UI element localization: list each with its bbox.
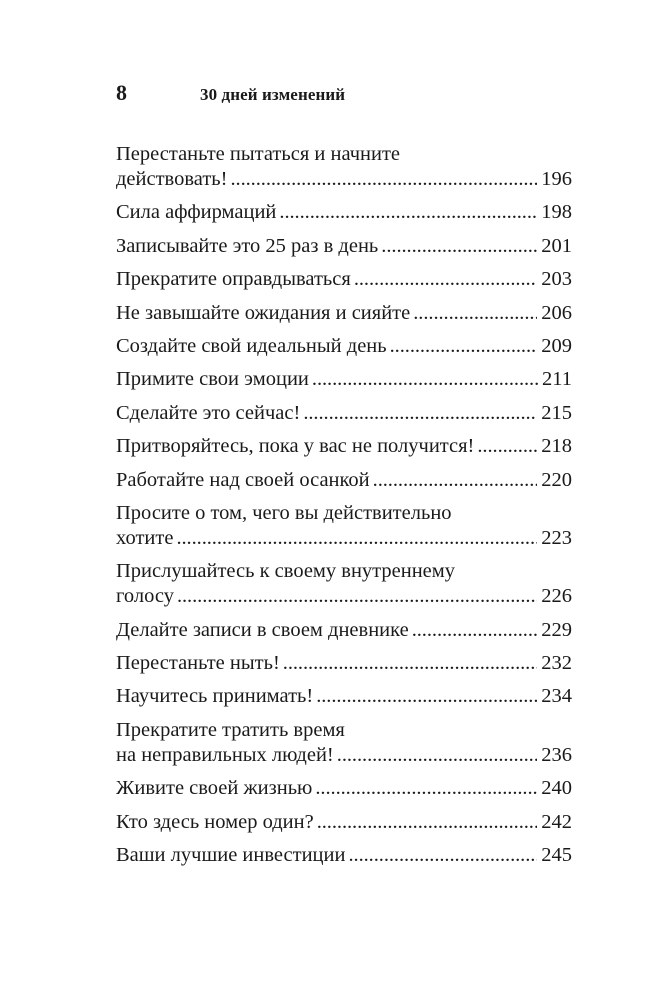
toc-entry-title: голосу	[116, 585, 174, 608]
toc-entry-page-number: 220	[541, 468, 572, 491]
toc-entry-title: Прекратите оправдываться	[116, 268, 351, 291]
toc-entry-line	[116, 301, 572, 326]
dot-leader	[279, 200, 537, 225]
toc-entry	[116, 501, 572, 551]
toc-entry-title: Научитесь принимать!	[116, 685, 314, 708]
toc-entry-line	[116, 526, 572, 551]
toc-entry	[116, 200, 572, 225]
toc-entry-line	[116, 234, 572, 259]
toc-entry-title: Живите своей жизнью	[116, 777, 313, 800]
toc-entry-title: Делайте записи в своем дневнике	[116, 618, 409, 641]
toc-entry-line	[116, 434, 572, 459]
toc-entry-line	[116, 776, 572, 801]
dot-leader	[412, 618, 538, 643]
toc-entry-title-line: Просите о том, чего вы действительно	[116, 501, 452, 524]
dot-leader	[177, 584, 537, 609]
toc-entry	[116, 301, 572, 326]
toc-entry-page-number: 223	[541, 526, 572, 549]
running-head	[116, 80, 557, 110]
toc-entry	[116, 401, 572, 426]
dot-leader	[312, 367, 538, 392]
toc-entry-title-line: Перестаньте пытаться и начните	[116, 143, 401, 165]
toc-entry-line	[116, 651, 572, 676]
toc-entry-line	[116, 401, 572, 426]
toc-entry-title: Примите свои эмоции	[116, 368, 309, 391]
dot-leader	[413, 301, 537, 326]
dot-leader	[381, 234, 537, 259]
table-of-contents	[116, 142, 572, 876]
toc-entry-title: Работайте над своей осанкой	[116, 468, 370, 491]
toc-entry-title-line: Прекратите тратить время	[116, 718, 345, 741]
toc-entry-title: хотите	[116, 526, 174, 549]
toc-entry	[116, 843, 572, 868]
toc-entry-line	[116, 584, 572, 609]
toc-entry-page-number: 206	[541, 301, 572, 324]
toc-entry	[116, 559, 572, 609]
toc-entry-title-line: Прислушайтесь к своему внутреннему	[116, 560, 455, 583]
toc-entry-title: Создайте свой идеальный день	[116, 334, 387, 357]
dot-leader	[354, 267, 537, 292]
toc-entry-line	[116, 468, 572, 493]
toc-entry-line	[116, 684, 572, 709]
toc-entry	[116, 142, 572, 192]
toc-entry-line	[116, 810, 572, 835]
dot-leader	[337, 743, 537, 768]
toc-entry-title: Сделайте это сейчас!	[116, 401, 301, 424]
dot-leader	[230, 167, 537, 192]
toc-entry-page-number: 226	[541, 585, 572, 608]
dot-leader	[315, 776, 537, 801]
toc-entry-page-number: 240	[541, 777, 572, 800]
dot-leader	[316, 684, 537, 709]
toc-entry-line	[116, 267, 572, 292]
toc-entry-title: Кто здесь номер один?	[116, 810, 314, 833]
toc-entry-title: на неправильных людей!	[116, 743, 334, 766]
toc-entry	[116, 434, 572, 459]
page-number: 8	[116, 80, 127, 105]
dot-leader	[176, 526, 537, 551]
toc-entry-title: Перестаньте ныть!	[116, 652, 280, 675]
toc-entry-page-number: 198	[541, 201, 572, 224]
toc-entry-page-number: 215	[541, 401, 572, 424]
toc-entry	[116, 718, 572, 768]
toc-entry-line	[116, 843, 572, 868]
toc-entry	[116, 367, 572, 392]
toc-entry	[116, 468, 572, 493]
toc-entry-title: Записывайте это 25 раз в день	[116, 234, 379, 257]
toc-entry-line	[116, 200, 572, 225]
toc-entry-page-number: 236	[541, 743, 572, 766]
toc-entry-title: Притворяйтесь, пока у вас не получится!	[116, 435, 475, 458]
book-title: 30 дней изменений	[200, 85, 346, 104]
toc-entry-title: Сила аффирмаций	[116, 201, 277, 224]
toc-entry-line	[116, 334, 572, 359]
dot-leader	[390, 334, 538, 359]
toc-entry-line	[116, 167, 572, 192]
toc-entry	[116, 810, 572, 835]
dot-leader	[303, 401, 537, 426]
toc-entry	[116, 618, 572, 643]
toc-entry-page-number: 234	[541, 685, 572, 708]
toc-entry-page-number: 232	[541, 652, 572, 675]
toc-entry	[116, 334, 572, 359]
dot-leader	[477, 434, 537, 459]
toc-entry-page-number: 201	[541, 234, 572, 257]
toc-entry	[116, 776, 572, 801]
toc-entry-line	[116, 743, 572, 768]
toc-entry-page-number: 203	[541, 268, 572, 291]
toc-entry-page-number: 211	[542, 368, 572, 391]
toc-entry-title: Ваши лучшие инвестиции	[116, 844, 346, 867]
toc-entry-line	[116, 618, 572, 643]
toc-entry-page-number: 196	[541, 168, 572, 190]
toc-entry-page-number: 209	[541, 334, 572, 357]
toc-entry	[116, 684, 572, 709]
toc-entry-title: действовать!	[116, 168, 228, 190]
dot-leader	[348, 843, 537, 868]
toc-entry-title: Не завышайте ожидания и сияйте	[116, 301, 411, 324]
dot-leader	[317, 810, 538, 835]
toc-entry	[116, 234, 572, 259]
toc-entry-page-number: 229	[541, 618, 572, 641]
dot-leader	[283, 651, 537, 676]
toc-entry	[116, 267, 572, 292]
toc-entry-page-number: 218	[541, 435, 572, 458]
toc-entry	[116, 651, 572, 676]
dot-leader	[373, 468, 538, 493]
toc-entry-page-number: 242	[541, 810, 572, 833]
toc-entry-page-number: 245	[541, 844, 572, 867]
toc-entry-line	[116, 367, 572, 392]
